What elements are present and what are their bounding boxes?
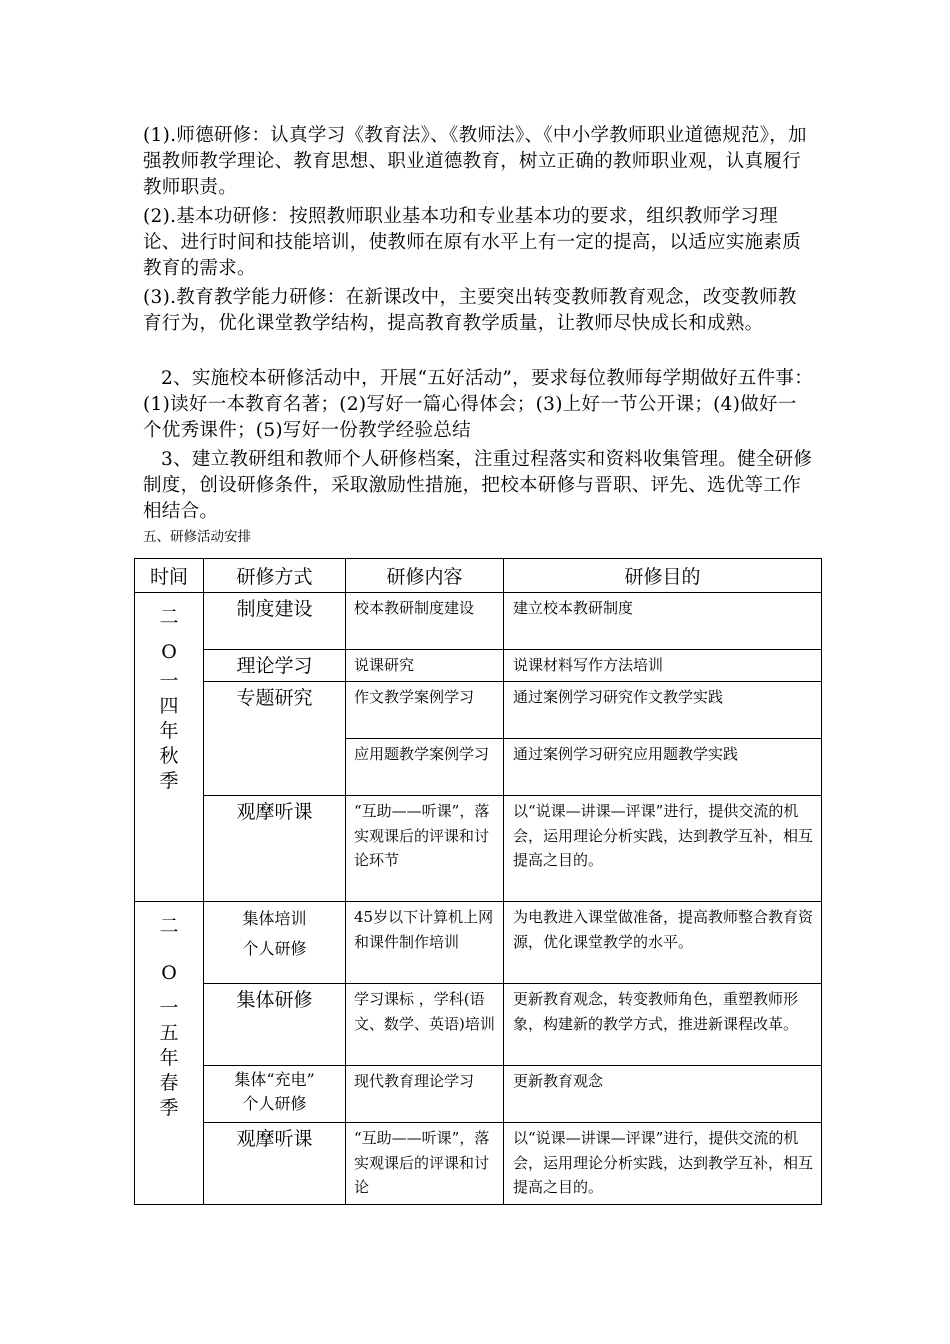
purpose-cell: 更新教育观念，转变教师角色，重塑教师形象，构建新的教学方式，推进新课程改革。 bbox=[504, 984, 822, 1066]
content-cell: 现代教育理论学习 bbox=[346, 1066, 504, 1123]
method-cell: 观摩听课 bbox=[204, 1123, 346, 1205]
purpose-cell: 更新教育观念 bbox=[504, 1066, 822, 1123]
method-cell: 专题研究 bbox=[204, 682, 346, 796]
purpose-cell: 以“说课—讲课—评课”进行，提供交流的机会，运用理论分析实践，达到教学互补，相互提高之目的。 bbox=[504, 796, 822, 902]
season-char: O bbox=[161, 641, 177, 663]
purpose-cell: 通过案例学习研究作文教学实践 bbox=[504, 682, 822, 739]
purpose-cell: 以“说课—讲课—评课”进行，提供交流的机会，运用理论分析实践，达到教学互补，相互提高之目的。 bbox=[504, 1123, 822, 1205]
content-cell: 校本教研制度建设 bbox=[346, 593, 504, 650]
table-row bbox=[135, 1066, 822, 1123]
method-cell: 制度建设 bbox=[204, 593, 346, 650]
header-purpose: 研修目的 bbox=[504, 559, 822, 593]
header-content: 研修内容 bbox=[346, 559, 504, 593]
method-cell: 理论学习 bbox=[204, 650, 346, 682]
purpose-cell: 通过案例学习研究应用题教学实践 bbox=[504, 739, 822, 796]
table-row bbox=[135, 650, 822, 682]
table-row bbox=[135, 902, 822, 984]
method-line: 集体“充电” bbox=[234, 1070, 315, 1089]
table-header-row bbox=[135, 559, 822, 593]
content-cell: “互助——听课”，落实观课后的评课和讨论 bbox=[346, 1123, 504, 1205]
section-title: 五、研修活动安排 bbox=[143, 529, 251, 545]
table-row bbox=[135, 796, 822, 902]
purpose-cell: 说课材料写作方法培训 bbox=[504, 650, 822, 682]
season-cell-2014-autumn bbox=[135, 593, 204, 902]
table-row bbox=[135, 984, 822, 1066]
table-row bbox=[135, 682, 822, 739]
activity-schedule-table bbox=[134, 558, 822, 1205]
table-row bbox=[135, 1123, 822, 1205]
content-cell: 45岁以下计算机上网和课件制作培训 bbox=[346, 902, 504, 984]
content-cell: 学习课标 ，学科(语文、数学、英语)培训 bbox=[346, 984, 504, 1066]
season-char: 二 bbox=[159, 606, 179, 628]
paragraph-research-archives: 3、建立教研组和教师个人研修档案，注重过程落实和资料收集管理。健全研修制度，创设研修条件，采取激励性措施，把校本研修与晋职、评先、选优等工作相结合。 bbox=[143, 449, 813, 522]
method-line: 个人研修 bbox=[242, 939, 307, 958]
season-char: 二 bbox=[159, 915, 179, 937]
content-cell: 说课研究 bbox=[346, 650, 504, 682]
method-cell bbox=[204, 1066, 346, 1123]
season-char: 五 bbox=[159, 1022, 179, 1044]
paragraph-ethics-study: (1).师德研修：认真学习《教育法》、《教师法》、《中小学教师职业道德规范》，加强教师教学理论、教育思想、职业道德教育，树立正确的教师职业观，认真履行教师职责。 bbox=[143, 125, 807, 198]
purpose-cell: 建立校本教研制度 bbox=[504, 593, 822, 650]
season-char: 春 bbox=[159, 1072, 179, 1094]
method-cell bbox=[204, 902, 346, 984]
season-char: 年 bbox=[159, 720, 179, 742]
season-char: 季 bbox=[159, 1097, 179, 1119]
season-char: 年 bbox=[159, 1047, 179, 1069]
method-cell: 集体研修 bbox=[204, 984, 346, 1066]
header-time: 时间 bbox=[135, 559, 204, 593]
header-method: 研修方式 bbox=[204, 559, 346, 593]
season-char: 秋 bbox=[159, 745, 179, 767]
season-char: 一 bbox=[159, 670, 179, 692]
paragraph-five-good-activities: 2、实施校本研修活动中，开展“五好活动”，要求每位教师每学期做好五件事：(1)读好一本教育名著；(2)写好一篇心得体会；(3)上好一节公开课；(4)做好一个优秀课件；(5)写好一份教学经验总结 bbox=[143, 368, 813, 441]
table-row bbox=[135, 593, 822, 650]
season-cell-2015-spring bbox=[135, 902, 204, 1205]
season-char: 一 bbox=[159, 997, 179, 1019]
purpose-cell: 为电教进入课堂做准备，提高教师整合教育资源，优化课堂教学的水平。 bbox=[504, 902, 822, 984]
content-cell: 应用题教学案例学习 bbox=[346, 739, 504, 796]
method-line: 个人研修 bbox=[242, 1094, 307, 1113]
season-char: 四 bbox=[159, 695, 179, 717]
season-char: O bbox=[161, 962, 177, 984]
paragraph-basic-skills-study: (2).基本功研修：按照教师职业基本功和专业基本功的要求，组织教师学习理论、进行时间和技能培训，使教师在原有水平上有一定的提高，以适应实施素质教育的需求。 bbox=[143, 206, 802, 279]
method-cell: 观摩听课 bbox=[204, 796, 346, 902]
content-cell: 作文教学案例学习 bbox=[346, 682, 504, 739]
content-cell: “互助——听课”，落实观课后的评课和讨论环节 bbox=[346, 796, 504, 902]
method-line: 集体培训 bbox=[242, 909, 307, 928]
season-char: 季 bbox=[159, 770, 179, 792]
paragraph-teaching-ability-study: (3).教育教学能力研修：在新课改中，主要突出转变教师教育观念，改变教师教育行为，优化课堂教学结构，提高教育教学质量，让教师尽快成长和成熟。 bbox=[143, 287, 797, 334]
